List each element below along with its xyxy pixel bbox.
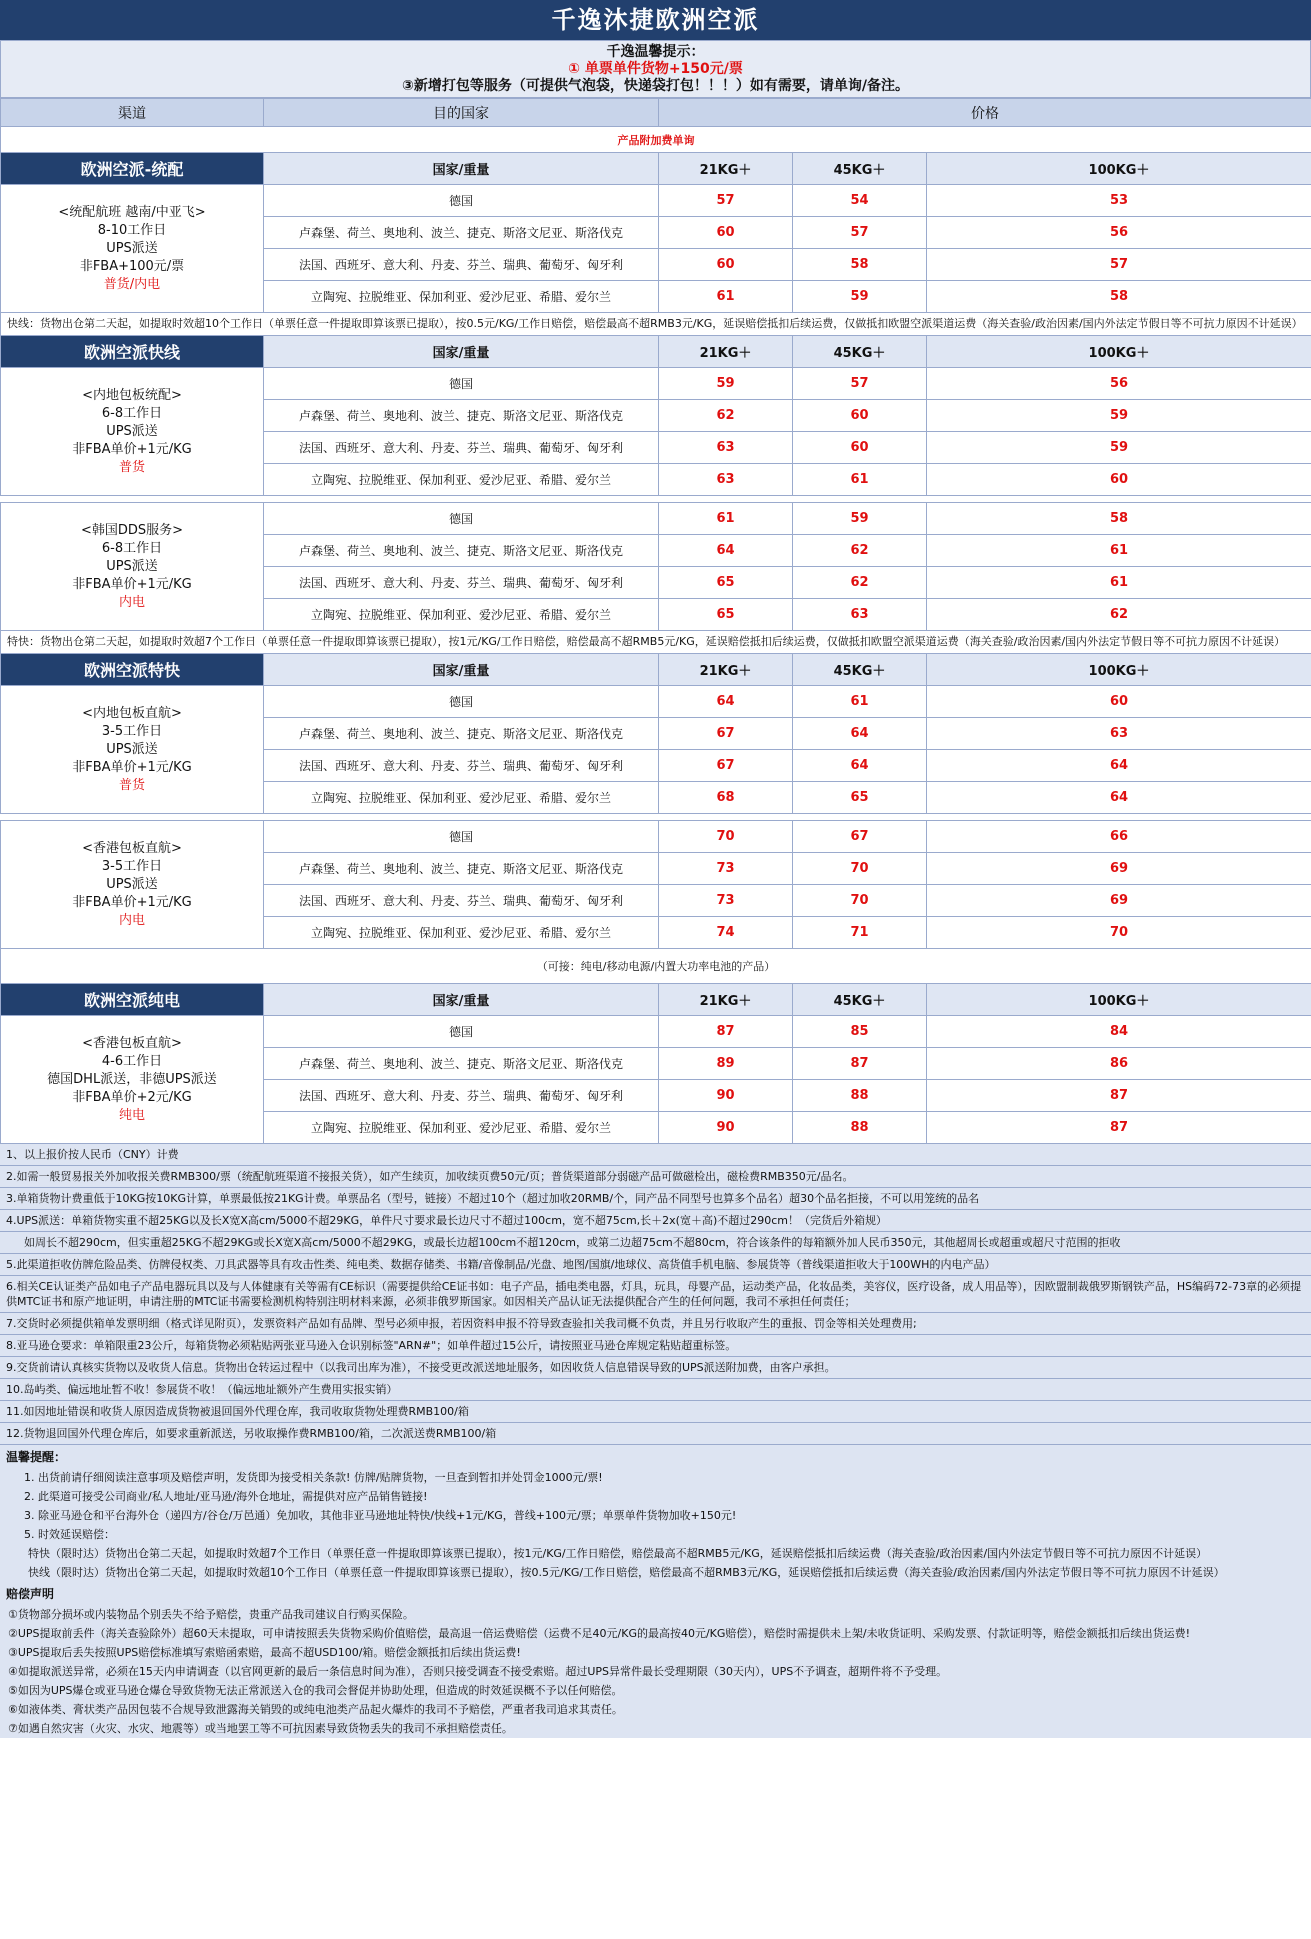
price-cell: 54 — [793, 185, 927, 217]
price-cell: 61 — [659, 281, 793, 313]
section-header-row — [1, 654, 1311, 686]
price-cell: 70 — [793, 853, 927, 885]
section-channel-name: 欧洲空派快线 — [1, 336, 264, 368]
price-cell: 74 — [659, 917, 793, 949]
channel-info-line: 德国DHL派送，非德UPS派送 — [47, 1071, 217, 1087]
destination-countries: 德国 — [264, 185, 659, 217]
channel-info-line: 非FBA单价+1元/KG — [72, 759, 192, 775]
price-cell: 70 — [927, 917, 1311, 949]
section-note-row — [1, 631, 1311, 654]
destination-countries: 卢森堡、荷兰、奥地利、波兰、捷克、斯洛文尼亚、斯洛伐克 — [264, 217, 659, 249]
tips-heading: 温馨提醒： — [6, 1450, 67, 1464]
destination-countries: 法国、西班牙、意大利、丹麦、芬兰、瑞典、葡萄牙、匈牙利 — [264, 567, 659, 599]
channel-info-line: <香港包板直航> — [82, 1035, 182, 1051]
channel-info — [1, 368, 264, 496]
price-cell: 64 — [793, 750, 927, 782]
group-spacer — [1, 814, 1311, 821]
destination-countries: 卢森堡、荷兰、奥地利、波兰、捷克、斯洛文尼亚、斯洛伐克 — [264, 718, 659, 750]
cargo-type: 普货 — [118, 459, 145, 475]
price-cell: 70 — [793, 885, 927, 917]
terms-item: 10.岛屿类、偏远地址暂不收！参展货不收！（偏远地址额外产生费用实报实销） — [0, 1379, 1311, 1401]
column-100kg: 100KG＋ — [927, 336, 1311, 368]
terms-item: 6.相关CE认证类产品如电子产品电器玩具以及与人体健康有关等需有CE标识（需要提供给CE证书如：电子产品，插电类电器，灯具，玩具，母婴产品，运动类产品，化妆品类，美容仪，医疗设备，成人用品等），因欧盟制裁俄罗斯钢铁产品，HS编码72-73章的必须提供MTC证书和原产地证明，申请注册的MTC证书需要检测机构特别注明材料来源，必须非俄罗斯国家。如因相关产品认证无法提供配合产生的任何问题，我司不承担任何责任； — [0, 1276, 1311, 1313]
tips-item: 2. 此渠道可接受公司商业/私人地址/亚马逊/海外仓地址，需提供对应产品销售链接! — [24, 1490, 428, 1503]
destination-countries: 德国 — [264, 1016, 659, 1048]
channel-info-line: 3-5工作日 — [101, 723, 163, 739]
price-cell: 59 — [927, 432, 1311, 464]
price-cell: 69 — [927, 885, 1311, 917]
section-note: 快线：货物出仓第二天起，如提取时效超10个工作日（单票任意一件提取即算该票已提取），按0.5元/KG/工作日赔偿，赔偿最高不超RMB3元/KG，延误赔偿抵扣后续运费，仅做抵扣欧盟空派渠道运费（海关查验/政治因素/国内外法定节假日等不可抗力原因不计延误） — [1, 313, 1311, 336]
channel-info-line: 非FBA单价+1元/KG — [72, 894, 192, 910]
price-cell: 61 — [793, 464, 927, 496]
column-country-weight: 国家/重量 — [264, 654, 659, 686]
section-channel-name: 欧洲空派纯电 — [1, 984, 264, 1016]
price-cell: 64 — [927, 750, 1311, 782]
section-header-row — [1, 336, 1311, 368]
price-table — [0, 98, 1311, 1144]
surcharge-note-row — [1, 127, 1311, 153]
destination-countries: 德国 — [264, 503, 659, 535]
page-title: 千逸沐捷欧洲空派 — [0, 0, 1311, 40]
surcharge-note: 产品附加费单询 — [1, 127, 1311, 153]
cargo-type: 普货 — [118, 777, 145, 793]
price-cell: 57 — [793, 217, 927, 249]
column-100kg: 100KG＋ — [927, 984, 1311, 1016]
price-cell: 65 — [659, 599, 793, 631]
section-note: （可接：纯电/移动电源/内置大功率电池的产品） — [1, 949, 1311, 984]
price-cell: 63 — [659, 464, 793, 496]
channel-info-line: <统配航班 越南/中亚飞> — [58, 204, 206, 220]
destination-countries: 立陶宛、拉脱维亚、保加利亚、爱沙尼亚、希腊、爱尔兰 — [264, 782, 659, 814]
cargo-type: 内电 — [118, 594, 145, 610]
destination-countries: 法国、西班牙、意大利、丹麦、芬兰、瑞典、葡萄牙、匈牙利 — [264, 1080, 659, 1112]
price-cell: 66 — [927, 821, 1311, 853]
price-cell: 88 — [793, 1112, 927, 1144]
destination-countries: 法国、西班牙、意大利、丹麦、芬兰、瑞典、葡萄牙、匈牙利 — [264, 432, 659, 464]
price-cell: 61 — [793, 686, 927, 718]
destination-countries: 法国、西班牙、意大利、丹麦、芬兰、瑞典、葡萄牙、匈牙利 — [264, 750, 659, 782]
price-cell: 59 — [659, 368, 793, 400]
price-cell: 87 — [659, 1016, 793, 1048]
price-cell: 67 — [793, 821, 927, 853]
destination-countries: 卢森堡、荷兰、奥地利、波兰、捷克、斯洛文尼亚、斯洛伐克 — [264, 1048, 659, 1080]
price-cell: 87 — [927, 1080, 1311, 1112]
claims-item: ①货物部分损坏或内装物品个别丢失不给予赔偿，贵重产品我司建议自行购买保险。 — [8, 1608, 414, 1621]
channel-info — [1, 1016, 264, 1144]
price-cell: 73 — [659, 885, 793, 917]
column-45kg: 45KG＋ — [793, 654, 927, 686]
price-cell: 69 — [927, 853, 1311, 885]
price-cell: 61 — [659, 503, 793, 535]
price-cell: 67 — [659, 750, 793, 782]
column-country-weight: 国家/重量 — [264, 984, 659, 1016]
channel-info-line: 8-10工作日 — [97, 222, 167, 238]
channel-info-line: UPS派送 — [106, 558, 158, 574]
claims-item: ⑦如遇自然灾害（火灾、水灾、地震等）或当地罢工等不可抗因素导致货物丢失的我司不承担赔偿责任。 — [8, 1722, 513, 1735]
section-header-row — [1, 984, 1311, 1016]
column-21kg: 21KG＋ — [659, 153, 793, 185]
section-channel-name: 欧洲空派特快 — [1, 654, 264, 686]
table-row — [1, 821, 1311, 853]
terms-item: 11.如因地址错误和收货人原因造成货物被退回国外代理仓库，我司收取货物处理费RMB100/箱 — [0, 1401, 1311, 1423]
channel-info-line: 3-5工作日 — [101, 858, 163, 874]
terms-item: 4.UPS派送：单箱货物实重不超25KG以及长X宽X高cm/5000不超29KG，单件尺寸要求最长边尺寸不超过100cm，宽不超75cm,长＋2x(宽＋高)不超过290cm！（完货后外箱规） — [0, 1210, 1311, 1232]
channel-info-line: 非FBA单价+2元/KG — [72, 1089, 192, 1105]
column-country-weight: 国家/重量 — [264, 336, 659, 368]
destination-countries: 卢森堡、荷兰、奥地利、波兰、捷克、斯洛文尼亚、斯洛伐克 — [264, 400, 659, 432]
header-price: 价格 — [659, 99, 1311, 127]
destination-countries: 德国 — [264, 368, 659, 400]
cargo-type: 普货/内电 — [103, 276, 161, 292]
price-cell: 65 — [659, 567, 793, 599]
notice-box — [0, 40, 1311, 98]
table-header — [1, 99, 1311, 127]
column-100kg: 100KG＋ — [927, 153, 1311, 185]
section-note: 特快：货物出仓第二天起，如提取时效超7个工作日（单票任意一件提取即算该票已提取），按1元/KG/工作日赔偿，赔偿最高不超RMB5元/KG，延误赔偿抵扣后续运费，仅做抵扣欧盟空派渠道运费（海关查验/政治因素/国内外法定节假日等不可抗力原因不计延误） — [1, 631, 1311, 654]
price-cell: 64 — [793, 718, 927, 750]
price-cell: 62 — [927, 599, 1311, 631]
price-cell: 87 — [793, 1048, 927, 1080]
price-cell: 62 — [659, 400, 793, 432]
notice-line-3: ③新增打包等服务（可提供气泡袋，快递袋打包！！！）如有需要，请单询/备注。 — [402, 78, 909, 94]
price-cell: 60 — [927, 686, 1311, 718]
tips-item: 1. 出货前请仔细阅读注意事项及赔偿声明，发货即为接受相关条款! 仿牌/贴牌货物，一旦查到暂扣并处罚金1000元/票! — [24, 1471, 603, 1484]
price-cell: 58 — [927, 503, 1311, 535]
price-cell: 87 — [927, 1112, 1311, 1144]
price-cell: 61 — [927, 567, 1311, 599]
channel-info-line: 非FBA+100元/票 — [79, 258, 185, 274]
price-cell: 73 — [659, 853, 793, 885]
price-cell: 60 — [659, 249, 793, 281]
column-21kg: 21KG＋ — [659, 984, 793, 1016]
table-row — [1, 1016, 1311, 1048]
destination-countries: 法国、西班牙、意大利、丹麦、芬兰、瑞典、葡萄牙、匈牙利 — [264, 885, 659, 917]
channel-info — [1, 821, 264, 949]
claims-item: ④如提取派送异常，必须在15天内申请调查（以官网更新的最后一条信息时间为准），否则只接受调查不接受索赔。超过UPS异常件最长受理期限（30天内），UPS不予调查，超期件将不予受理。 — [8, 1665, 948, 1678]
column-45kg: 45KG＋ — [793, 153, 927, 185]
terms-item: 9.交货前请认真核实货物以及收货人信息。货物出仓转运过程中（以我司出库为准），不接受更改派送地址服务，如因收货人信息错误导致的UPS派送附加费，由客户承担。 — [0, 1357, 1311, 1379]
cargo-type: 纯电 — [118, 1107, 145, 1123]
terms-item: 2.如需一般贸易报关外加收报关费RMB300/票（统配航班渠道不接报关货），如产生续页，加收续页费50元/页；普货渠道部分弱磁产品可做磁检出，磁检费RMB350元/品名。 — [0, 1166, 1311, 1188]
price-cell: 60 — [927, 464, 1311, 496]
channel-info-line: UPS派送 — [106, 423, 158, 439]
price-cell: 60 — [659, 217, 793, 249]
channel-info-line: <香港包板直航> — [82, 840, 182, 856]
table-row — [1, 686, 1311, 718]
destination-countries: 德国 — [264, 686, 659, 718]
destination-countries: 德国 — [264, 821, 659, 853]
channel-info-line: 非FBA单价+1元/KG — [72, 576, 192, 592]
terms-item: 1、以上报价按人民币（CNY）计费 — [0, 1144, 1311, 1166]
price-cell: 86 — [927, 1048, 1311, 1080]
channel-info-line: UPS派送 — [106, 741, 158, 757]
claims-heading: 赔偿声明 — [6, 1587, 55, 1601]
terms-item: 如周长不超290cm，但实重超25KG不超29KG或长X宽X高cm/5000不超29KG，或最长边超100cm不超120cm，或第二边超75cm不超80cm，符合该条件的每箱额外加人民币350元，其他超周长或超重或超尺寸范围的拒收 — [0, 1232, 1311, 1254]
destination-countries: 立陶宛、拉脱维亚、保加利亚、爱沙尼亚、希腊、爱尔兰 — [264, 599, 659, 631]
notice-line-1: 千逸温馨提示： — [606, 44, 705, 60]
section-header-row — [1, 153, 1311, 185]
cargo-type: 内电 — [118, 912, 145, 928]
group-spacer — [1, 496, 1311, 503]
destination-countries: 法国、西班牙、意大利、丹麦、芬兰、瑞典、葡萄牙、匈牙利 — [264, 249, 659, 281]
claims-item: ③UPS提取后丢失按照UPS赔偿标准填写索赔函索赔，最高不超USD100/箱。赔偿金额抵扣后续出货运费! — [8, 1646, 521, 1659]
price-cell: 67 — [659, 718, 793, 750]
channel-info-line: <韩国DDS服务> — [80, 522, 184, 538]
column-21kg: 21KG＋ — [659, 336, 793, 368]
price-cell: 57 — [793, 368, 927, 400]
header-destination: 目的国家 — [264, 99, 659, 127]
price-cell: 61 — [927, 535, 1311, 567]
claims-item: ②UPS提取前丢件（海关查验除外）超60天未提取，可申请按照丢失货物采购价值赔偿，最高退一倍运费赔偿（运费不足40元/KG的最高按40元/KG赔偿），赔偿时需提供未上架/未收货证明、采购发票、付款证明等，赔偿金额抵扣后续出货运费! — [8, 1627, 1191, 1640]
tips-item: 5. 时效延误赔偿： — [24, 1528, 115, 1541]
notice-line-2: ① 单票单件货物+150元/票 — [568, 61, 743, 77]
column-21kg: 21KG＋ — [659, 654, 793, 686]
terms-item: 7.交货时必须提供箱单发票明细（格式详见附页），发票资料产品如有品牌、型号必须申报，若因资料申报不符导致查验扣关我司概不负责，并且另行收取产生的重报、罚金等相关处理费用; — [0, 1313, 1311, 1335]
price-cell: 60 — [793, 432, 927, 464]
price-cell: 88 — [793, 1080, 927, 1112]
section-note-row — [1, 949, 1311, 984]
channel-info-line: 6-8工作日 — [101, 405, 163, 421]
tips-item: 3. 除亚马逊仓和平台海外仓（递四方/谷仓/万邑通）免加收，其他非亚马逊地址特快/快线+1元/KG，普线+100元/票；单票单件货物加收+150元! — [24, 1509, 737, 1522]
terms-section — [0, 1144, 1311, 1738]
price-cell: 59 — [927, 400, 1311, 432]
price-cell: 62 — [793, 567, 927, 599]
channel-info — [1, 185, 264, 313]
price-cell: 85 — [793, 1016, 927, 1048]
price-cell: 68 — [659, 782, 793, 814]
terms-item: 8.亚马逊仓要求：单箱限重23公斤，每箱货物必须粘贴两张亚马逊入仓识别标签"ARN#"；如单件超过15公斤，请按照亚马逊仓库规定粘贴超重标签。 — [0, 1335, 1311, 1357]
header-channel: 渠道 — [1, 99, 264, 127]
terms-item: 3.单箱货物计费重低于10KG按10KG计算，单票最低按21KG计费。单票品名（型号，链接）不超过10个（超过加收20RMB/个，同产品不同型号也算多个品名）超30个品名拒接，不可以用笼统的品名 — [0, 1188, 1311, 1210]
price-cell: 64 — [659, 686, 793, 718]
price-cell: 84 — [927, 1016, 1311, 1048]
destination-countries: 卢森堡、荷兰、奥地利、波兰、捷克、斯洛文尼亚、斯洛伐克 — [264, 853, 659, 885]
price-cell: 57 — [927, 249, 1311, 281]
column-100kg: 100KG＋ — [927, 654, 1311, 686]
spacer-cell — [1, 496, 1311, 503]
channel-info — [1, 686, 264, 814]
price-cell: 58 — [793, 249, 927, 281]
price-cell: 70 — [659, 821, 793, 853]
table-row — [1, 185, 1311, 217]
destination-countries: 立陶宛、拉脱维亚、保加利亚、爱沙尼亚、希腊、爱尔兰 — [264, 917, 659, 949]
channel-info-line: <内地包板直航> — [82, 705, 182, 721]
destination-countries: 立陶宛、拉脱维亚、保加利亚、爱沙尼亚、希腊、爱尔兰 — [264, 464, 659, 496]
destination-countries: 立陶宛、拉脱维亚、保加利亚、爱沙尼亚、希腊、爱尔兰 — [264, 1112, 659, 1144]
spacer-cell — [1, 814, 1311, 821]
price-cell: 71 — [793, 917, 927, 949]
price-cell: 65 — [793, 782, 927, 814]
channel-info-line: 4-6工作日 — [101, 1053, 163, 1069]
claims-item: ⑤如因为UPS爆仓或亚马逊仓爆仓导致货物无法正常派送入仓的我司会督促并协助处理，但造成的时效延误概不予以任何赔偿。 — [8, 1684, 623, 1697]
channel-info-line: 6-8工作日 — [101, 540, 163, 556]
terms-item: 12.货物退回国外代理仓库后，如要求重新派送，另收取操作费RMB100/箱，二次派送费RMB100/箱 — [0, 1423, 1311, 1445]
channel-info-line: <内地包板统配> — [82, 387, 182, 403]
price-cell: 56 — [927, 217, 1311, 249]
claims-item: ⑥如液体类、膏状类产品因包装不合规导致泄露海关销毁的或纯电池类产品起火爆炸的我司不予赔偿，严重者我司追求其责任。 — [8, 1703, 623, 1716]
destination-countries: 立陶宛、拉脱维亚、保加利亚、爱沙尼亚、希腊、爱尔兰 — [264, 281, 659, 313]
section-channel-name: 欧洲空派-统配 — [1, 153, 264, 185]
price-cell: 59 — [793, 281, 927, 313]
column-country-weight: 国家/重量 — [264, 153, 659, 185]
price-cell: 63 — [927, 718, 1311, 750]
table-row — [1, 368, 1311, 400]
price-cell: 56 — [927, 368, 1311, 400]
price-cell: 58 — [927, 281, 1311, 313]
column-45kg: 45KG＋ — [793, 336, 927, 368]
table-row — [1, 503, 1311, 535]
price-cell: 59 — [793, 503, 927, 535]
price-cell: 60 — [793, 400, 927, 432]
terms-item: 5.此渠道拒收仿牌危险品类、仿牌侵权类、刀具武器等具有攻击性类、纯电类、数据存储类、书籍/音像制品/光盘、地图/国旗/地球仪、高货值手机电脑、参展货等（普线渠道拒收大于100WH的内电产品） — [0, 1254, 1311, 1276]
destination-countries: 卢森堡、荷兰、奥地利、波兰、捷克、斯洛文尼亚、斯洛伐克 — [264, 535, 659, 567]
price-cell: 90 — [659, 1080, 793, 1112]
tips-item: 快线（限时达）货物出仓第二天起，如提取时效超10个工作日（单票任意一件提取即算该票已提取），按0.5元/KG/工作日赔偿，赔偿最高不超RMB3元/KG，延误赔偿抵扣后续运费（海关查验/政治因素/国内外法定节假日等不可抗力原因不计延误） — [28, 1566, 1225, 1579]
channel-info — [1, 503, 264, 631]
price-cell: 53 — [927, 185, 1311, 217]
price-cell: 64 — [927, 782, 1311, 814]
price-cell: 57 — [659, 185, 793, 217]
price-cell: 63 — [793, 599, 927, 631]
channel-info-line: UPS派送 — [106, 876, 158, 892]
channel-info-line: UPS派送 — [106, 240, 158, 256]
section-note-row — [1, 313, 1311, 336]
price-cell: 62 — [793, 535, 927, 567]
price-cell: 64 — [659, 535, 793, 567]
column-45kg: 45KG＋ — [793, 984, 927, 1016]
channel-info-line: 非FBA单价+1元/KG — [72, 441, 192, 457]
price-cell: 63 — [659, 432, 793, 464]
price-cell: 89 — [659, 1048, 793, 1080]
tips-item: 特快（限时达）货物出仓第二天起，如提取时效超7个工作日（单票任意一件提取即算该票已提取），按1元/KG/工作日赔偿，赔偿最高不超RMB5元/KG，延误赔偿抵扣后续运费（海关查验/政治因素/国内外法定节假日等不可抗力原因不计延误） — [28, 1547, 1208, 1560]
price-cell: 90 — [659, 1112, 793, 1144]
